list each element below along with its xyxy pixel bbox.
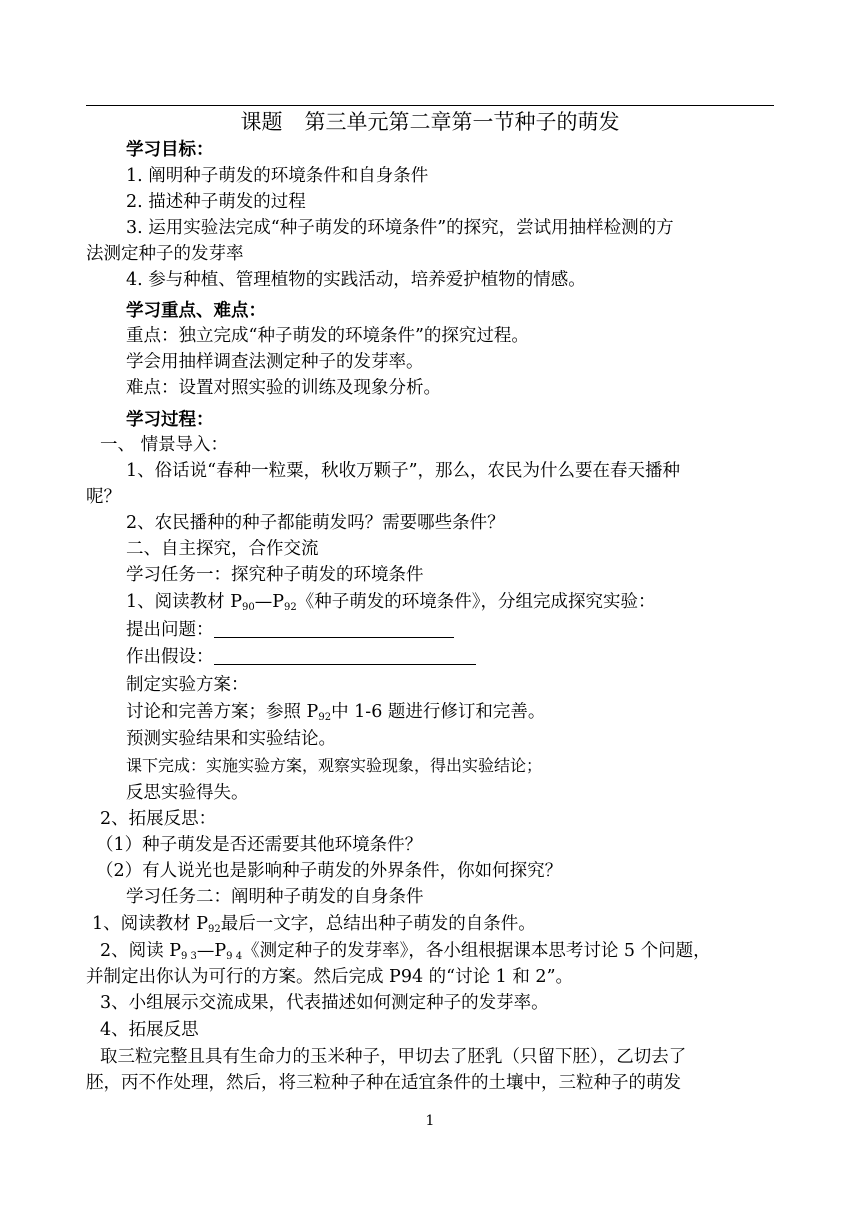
extend-heading: 2、拓展反思： xyxy=(100,809,217,829)
key-point-2: 学会用抽样调查法测定种子的发芽率。 xyxy=(126,352,424,372)
task-2-germination-cont: 并制定出你认为可行的方案。然后完成 P94 的“讨论 1 和 2”。 xyxy=(86,967,574,987)
page-title xyxy=(86,107,774,137)
task-2-reading: 1、阅读教材 $P_{92}$最后一文字，总结出种子萌发的自条件。 xyxy=(92,914,536,935)
process-heading: 学习过程： xyxy=(126,410,214,430)
difficulty: 难点：设置对照实验的训练及现象分析。 xyxy=(126,378,441,398)
question-1: 1、俗话说“春种一粒粟，秋收万颗子”，那么，农民为什么要在春天播种 xyxy=(126,461,681,481)
key-point: 重点：独立完成“种子萌发的环境条件”的探究过程。 xyxy=(126,326,529,346)
title-text: 第三单元第二章第一节种子的萌发 xyxy=(304,110,620,134)
reflect: 反思实验得失。 xyxy=(126,783,249,803)
question-blank[interactable] xyxy=(214,618,454,638)
task-2-germination: 2、阅读 $P_{9 3}—P_{9 4}$《测定种子的发芽率》，各小组根据课本思考讨论 5 个问题， xyxy=(100,941,711,962)
plan-heading: 制定实验方案： xyxy=(126,675,249,695)
objective-4: 4. 参与种植、管理植物的实践活动，培养爱护植物的情感。 xyxy=(126,270,586,290)
objectives-heading: 学习目标： xyxy=(126,140,214,160)
task-2-share: 3、小组展示交流成果，代表描述如何测定种子的发芽率。 xyxy=(100,993,549,1013)
section-intro: 一、 情景导入： xyxy=(100,435,229,455)
task-1-heading: 学习任务一：探究种子萌发的环境条件 xyxy=(126,565,424,585)
extend-reflect-heading: 4、拓展反思 xyxy=(100,1020,199,1040)
task-1-reading: 1、阅读教材 $P_{90}—P_{92}$《种子萌发的环境条件》，分组完成探究实验： xyxy=(126,592,656,613)
after-class: 课下完成：实施实验方案，观察实验现象，得出实验结论； xyxy=(126,756,543,775)
title-prefix: 课题 xyxy=(240,110,283,134)
objective-3-cont: 法测定种子的发芽率 xyxy=(86,244,244,264)
page-number: 1 xyxy=(425,1113,435,1129)
objective-3: 3. 运用实验法完成“种子萌发的环境条件”的探究，尝试用抽样检测的方 xyxy=(126,218,674,238)
objective-1: 1. 阐明种子萌发的环境条件和自身条件 xyxy=(126,166,429,186)
plan-discuss: 讨论和完善方案；参照 $P_{92}$中 1-6 题进行修订和完善。 xyxy=(126,702,546,723)
hypothesis-row: 作出假设： xyxy=(86,644,814,670)
extend-q1: （1）种子萌发是否还需要其他环境条件？ xyxy=(96,835,423,855)
question-1-cont: 呢？ xyxy=(86,487,121,507)
corn-seed-text-cont: 胚，丙不作处理，然后，将三粒种子种在适宜条件的土壤中，三粒种子的萌发 xyxy=(86,1073,681,1093)
key-points-heading: 学习重点、难点： xyxy=(126,301,266,321)
corn-seed-text: 取三粒完整且具有生命力的玉米种子，甲切去了胚乳（只留下胚），乙切去了 xyxy=(100,1047,687,1067)
extend-q2: （2）有人说光也是影响种子萌发的外界条件，你如何探究？ xyxy=(96,861,563,881)
hypothesis-blank[interactable] xyxy=(214,645,476,665)
task-2-heading: 学习任务二：阐明种子萌发的自身条件 xyxy=(126,887,424,907)
question-2: 2、农民播种的种子都能萌发吗？需要哪些条件？ xyxy=(126,513,505,533)
header-rule xyxy=(86,105,774,106)
objective-2: 2. 描述种子萌发的过程 xyxy=(126,192,306,212)
section-explore: 二、自主探究，合作交流 xyxy=(126,539,319,559)
predict: 预测实验结果和实验结论。 xyxy=(126,729,336,749)
ask-question-row: 提出问题： xyxy=(86,617,814,643)
